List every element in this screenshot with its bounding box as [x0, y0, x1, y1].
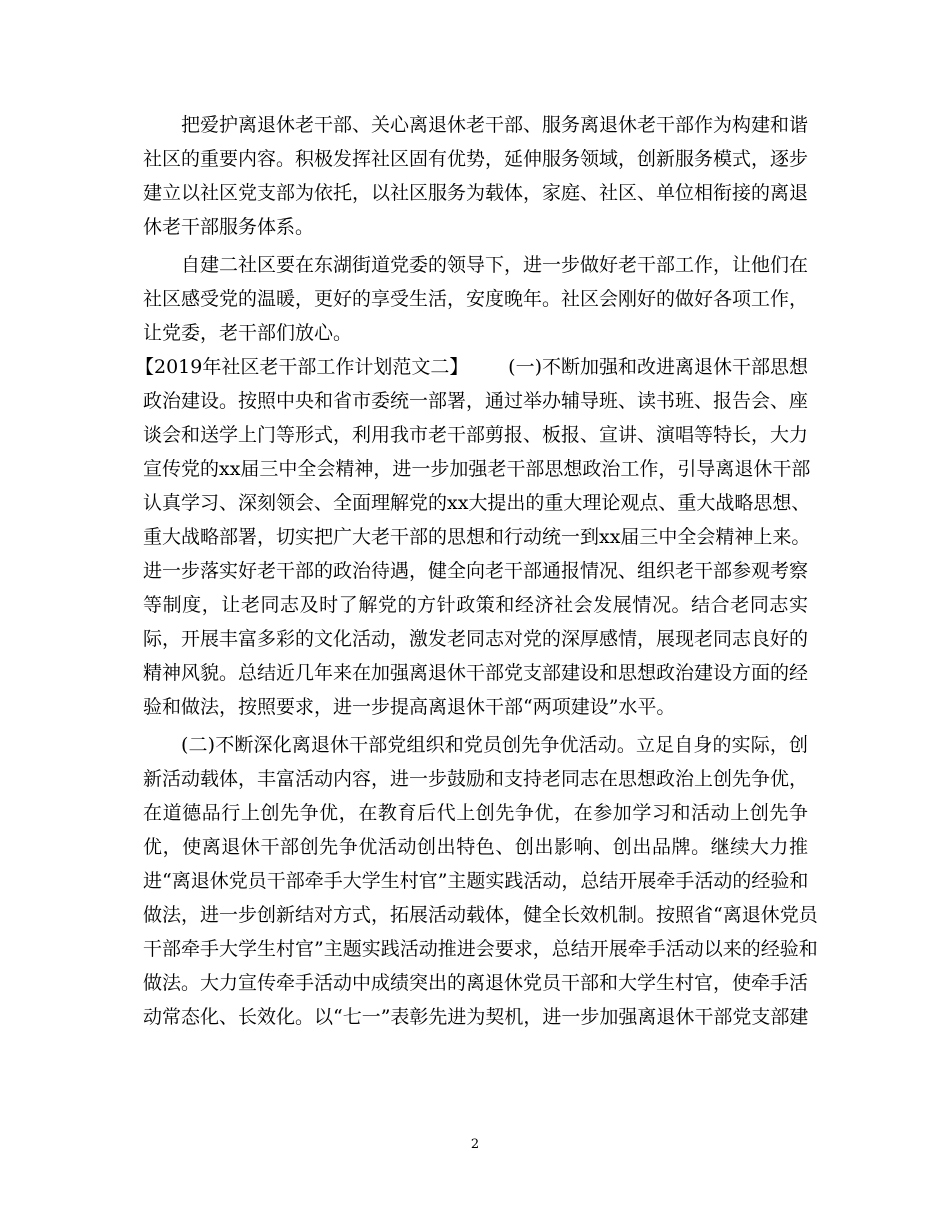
text-line: 让党委，老干部们放心。 — [143, 322, 353, 344]
text-line: 验和做法，按照要求，进一步提高离退休干部“两项建设”水平。 — [143, 696, 676, 718]
section-title: 【2019年社区老干部工作计划范文二】 — [135, 356, 469, 378]
text-line: 自建二社区要在东湖街道党委的领导下，进一步做好老干部工作，让他们在 — [181, 254, 809, 276]
text-line: (二)不断深化离退休干部党组织和党员创先争优活动。立足自身的实际，创 — [181, 734, 808, 756]
text-line: 际，开展丰富多彩的文化活动，激发老同志对党的深厚感情，展现老同志良好的 — [143, 628, 809, 650]
text-line: 做法，进一步创新结对方式，拓展活动载体，健全长效机制。按照省“离退休党员 — [143, 904, 818, 926]
text-line: 新活动载体，丰富活动内容，进一步鼓励和支持老同志在思想政治上创先争优， — [143, 768, 809, 790]
text-line: 进“离退休党员干部牵手大学生村官”主题实践活动，总结开展牵手活动的经验和 — [143, 870, 809, 892]
section-first-line-text: (一)不断加强和改进离退休干部思想 — [508, 356, 808, 378]
text-line: 精神风貌。总结近几年来在加强离退休干部党支部建设和思想政治建设方面的经 — [143, 662, 809, 684]
text-line: 建立以社区党支部为依托，以社区服务为载体，家庭、社区、单位相衔接的离退 — [143, 182, 809, 204]
paragraph-2 — [143, 248, 808, 350]
text-line: 休老干部服务体系。 — [143, 216, 315, 238]
text-line: 优，使离退休干部创先争优活动创出特色、创出影响、创出品牌。继续大力推 — [143, 836, 808, 858]
text-line: 认真学习、深刻领会、全面理解党的xx大提出的重大理论观点、重大战略思想、 — [143, 492, 811, 514]
text-line: 社区的重要内容。积极发挥社区固有优势，延伸服务领域，创新服务模式，逐步 — [143, 148, 809, 170]
text-line: 社区感受党的温暖，更好的享受生活，安度晚年。社区会刚好的做好各项工作， — [143, 288, 809, 310]
text-line: 干部牵手大学生村官”主题实践活动推进会要求，总结开展牵手活动以来的经验和 — [143, 938, 818, 960]
text-line: 宣传党的xx届三中全会精神，进一步加强老干部思想政治工作，引导离退休干部 — [143, 458, 811, 480]
text-line: 做法。大力宣传牵手活动中成绩突出的离退休党员干部和大学生村官，使牵手活 — [143, 972, 809, 994]
document-body — [135, 108, 818, 1034]
text-line: 政治建设。按照中央和省市委统一部署，通过举办辅导班、读书班、报告会、座 — [143, 390, 809, 412]
text-line: 重大战略部署，切实把广大老干部的思想和行动统一到xx届三中全会精神上来。 — [143, 526, 811, 548]
text-line: 谈会和送学上门等形式，利用我市老干部剪报、板报、宣讲、演唱等特长，大力 — [143, 424, 809, 446]
text-line: 进一步落实好老干部的政治待遇，健全向老干部通报情况、组织老干部参观考察 — [143, 560, 809, 582]
text-line: 等制度，让老同志及时了解党的方针政策和经济社会发展情况。结合老同志实 — [143, 594, 808, 616]
page-number: 2 — [470, 1137, 480, 1152]
paragraph-1 — [143, 108, 808, 244]
text-line: 在道德品行上创先争优，在教育后代上创先争优，在参加学习和活动上创先争 — [143, 802, 808, 824]
section-heading-line — [135, 350, 808, 384]
section-two — [135, 350, 811, 724]
paragraph-4 — [143, 728, 818, 1034]
text-line: 动常态化、长效化。以“七一”表彰先进为契机，进一步加强离退休干部党支部建 — [143, 1006, 809, 1028]
text-line: 把爱护离退休老干部、关心离退休老干部、服务离退休老干部作为构建和谐 — [181, 114, 809, 136]
